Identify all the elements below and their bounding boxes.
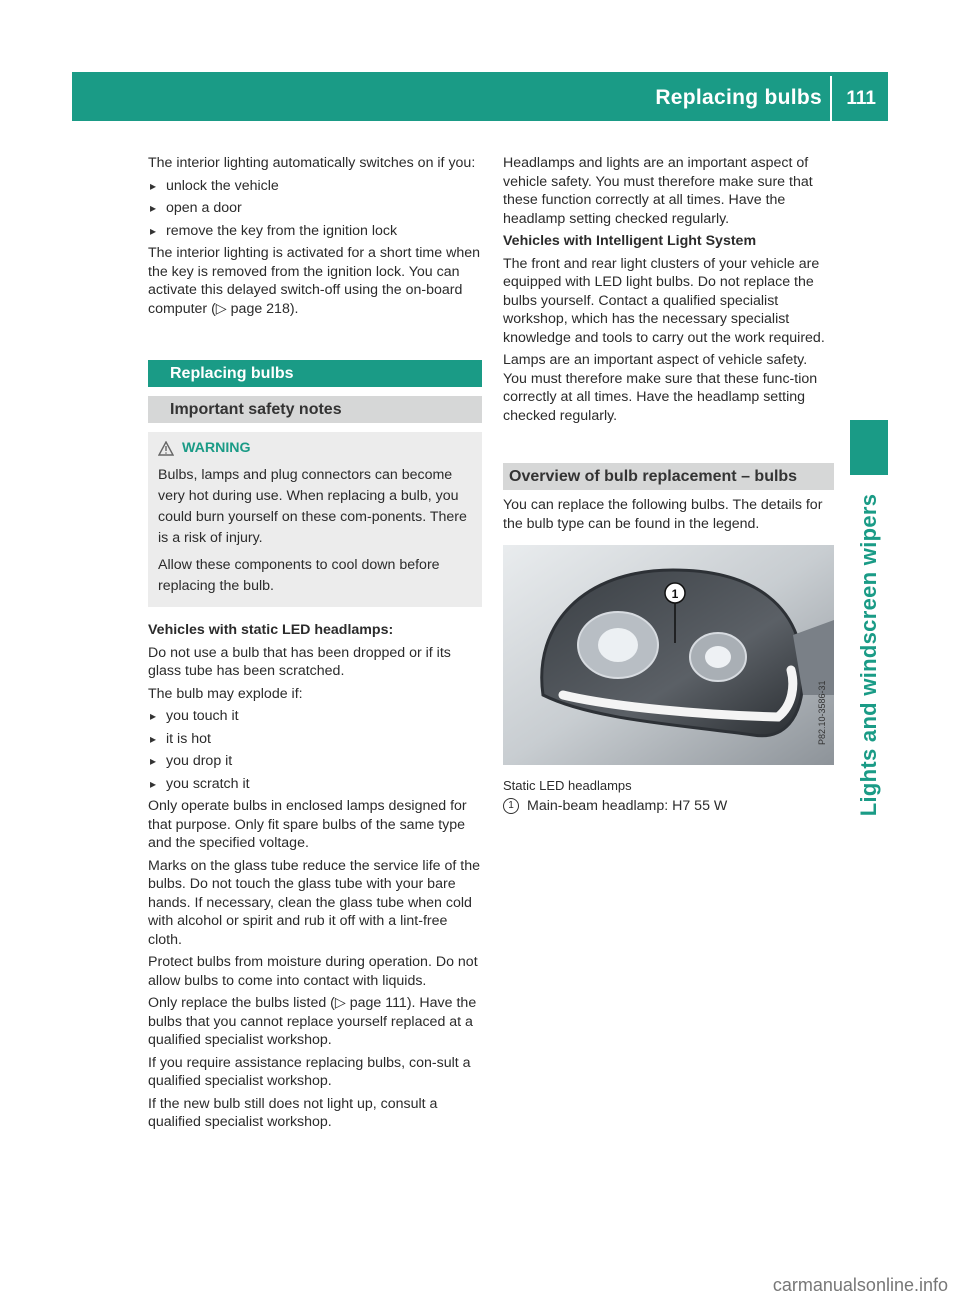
- warning-header: [158, 438, 472, 459]
- figure-caption: Static LED headlamps: [503, 778, 632, 793]
- chapter-tab-label: Lights and windscreen wipers: [856, 493, 881, 817]
- section-title: Replacing bulbs: [148, 360, 482, 387]
- photo-code: P82.10-3586-31: [817, 680, 827, 745]
- legend-text: Main-beam headlamp: H7 55 W: [527, 798, 728, 814]
- header-bar: [72, 72, 888, 121]
- paragraph: Protect bulbs from moisture during operation. Do not allow bulbs to come into contact with liquids.: [148, 954, 478, 989]
- paragraph: Do not use a bulb that has been dropped or if its glass tube has been scratched.: [148, 644, 451, 679]
- left-column: [148, 154, 482, 1136]
- subheading: Vehicles with static LED headlamps:: [148, 622, 394, 638]
- warning-icon: [158, 441, 174, 456]
- headlamp-illustration: [503, 545, 834, 765]
- list-item: ▸ you drop it: [148, 752, 482, 771]
- legend-item: [503, 797, 834, 816]
- paragraph: Headlamps and lights are an important aspect of vehicle safety. You must therefore make sure that these function correctly at all times. Have the headlamp setting checked regularly.: [503, 155, 813, 227]
- list-item: ▸ unlock the vehicle: [148, 177, 482, 196]
- chapter-tab-marker: [850, 420, 888, 475]
- warning-text: Bulbs, lamps and plug connectors can become very hot during use. When replacing a bulb, you could burn yourself on these com-ponents. There is a risk of injury.: [158, 467, 467, 546]
- subheading: Vehicles with Intelligent Light System: [503, 233, 757, 249]
- paragraph: Marks on the glass tube reduce the service life of the bulbs. Do not touch the glass tube with your bare hands. If necessary, clean the glass tube when cold with alcohol or spirit and rub it off with a lint-free cloth.: [148, 857, 481, 948]
- warning-label: WARNING: [182, 440, 251, 456]
- list-item: ▸ you touch it: [148, 707, 482, 726]
- header-divider: [830, 76, 832, 121]
- watermark: carmanualsonline.info: [772, 1275, 948, 1295]
- callout-number: 1: [671, 587, 679, 601]
- list-item: ▸ it is hot: [148, 730, 482, 749]
- paragraph: You can replace the following bulbs. The details for the bulb type can be found in the legend.: [503, 497, 823, 532]
- headlamp-photo: [503, 545, 834, 765]
- list-item: ▸ remove the key from the ignition lock: [148, 222, 482, 241]
- legend-number: 1: [503, 798, 519, 814]
- paragraph: Lamps are an important aspect of vehicle safety. You must therefore make sure that these func-tion correctly at all times. Have the headlamp setting checked regularly.: [503, 352, 818, 424]
- paragraph: The front and rear light clusters of your vehicle are equipped with LED light bulbs. Do not replace the bulbs yourself. Contact a qualified specialist workshop, which has the necessary specialist knowledge and tools to carry out the work required.: [503, 255, 825, 346]
- paragraph: The bulb may explode if:: [148, 685, 303, 702]
- right-column: [503, 154, 834, 816]
- warning-text: Allow these components to cool down before replacing the bulb.: [158, 557, 440, 594]
- section-title: Overview of bulb replacement – bulbs: [503, 463, 834, 490]
- subsection-title: Important safety notes: [148, 396, 482, 423]
- warning-box: [148, 432, 482, 607]
- paragraph: If you require assistance replacing bulbs, con-sult a qualified specialist workshop.: [148, 1054, 471, 1089]
- list-item: ▸ you scratch it: [148, 775, 482, 794]
- paragraph: The interior lighting automatically switches on if you:: [148, 155, 476, 171]
- paragraph: If the new bulb still does not light up, consult a qualified specialist workshop.: [148, 1095, 438, 1130]
- list-item: ▸ open a door: [148, 199, 482, 218]
- page-number: 111: [846, 88, 876, 109]
- paragraph: The interior lighting is activated for a short time when the key is removed from the ignition lock. You can activate this delayed switch-off using the on-board computer (▷ page 218).: [148, 245, 480, 317]
- bullet-list: [148, 177, 482, 241]
- paragraph: Only operate bulbs in enclosed lamps designed for that purpose. Only fit spare bulbs of the same type and the specified voltage.: [148, 798, 467, 851]
- bullet-list: [148, 707, 482, 793]
- header-title: Replacing bulbs: [655, 86, 822, 109]
- paragraph: Only replace the bulbs listed (▷ page 111). Have the bulbs that you cannot replace yourself replaced at a qualified specialist workshop.: [148, 995, 477, 1048]
